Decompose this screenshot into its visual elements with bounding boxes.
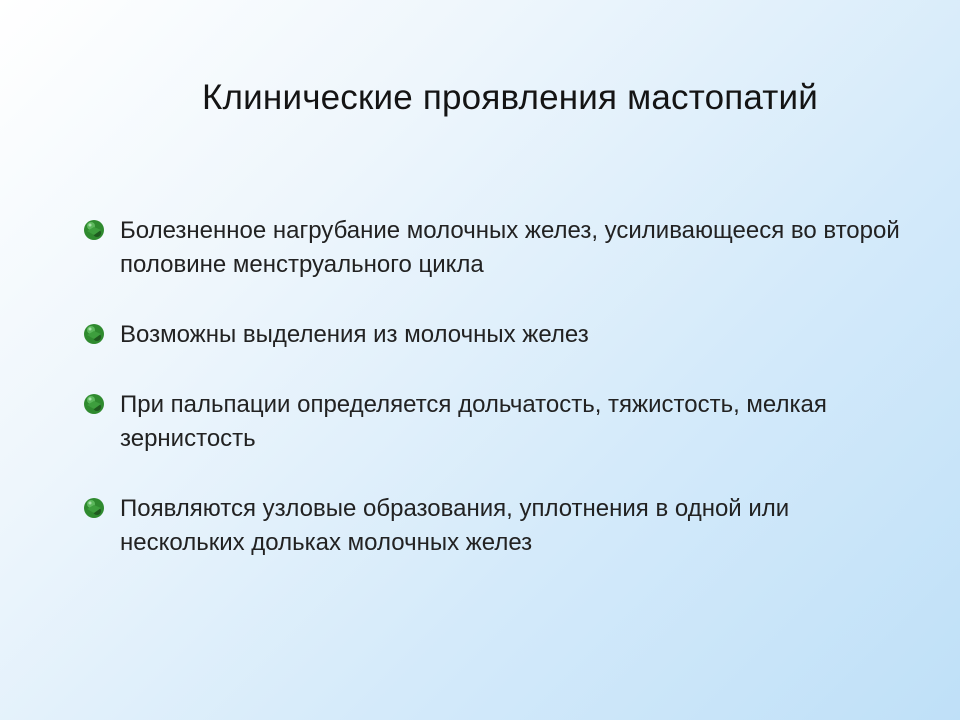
bullet-list [80, 214, 900, 560]
slide-title: Клинические проявления мастопатий [201, 78, 819, 117]
bullet-item [80, 492, 900, 560]
green-leaf-ball-icon [82, 218, 106, 242]
bullet-item [80, 388, 900, 456]
bullet-text: Возможны выделения из молочных желез [120, 321, 589, 348]
green-leaf-ball-icon [82, 322, 106, 346]
bullet-text: Появляются узловые образования, уплотнения в одной или нескольких дольках молочных желез [120, 495, 790, 556]
green-leaf-ball-icon [82, 392, 106, 416]
bullet-item [80, 214, 900, 282]
bullet-item [80, 318, 900, 352]
bullet-text: Болезненное нагрубание молочных желез, усиливающееся во второй половине менструального цикла [120, 217, 900, 278]
green-leaf-ball-icon [82, 496, 106, 520]
bullet-text: При пальпации определяется дольчатость, тяжистость, мелкая зернистость [120, 391, 827, 452]
